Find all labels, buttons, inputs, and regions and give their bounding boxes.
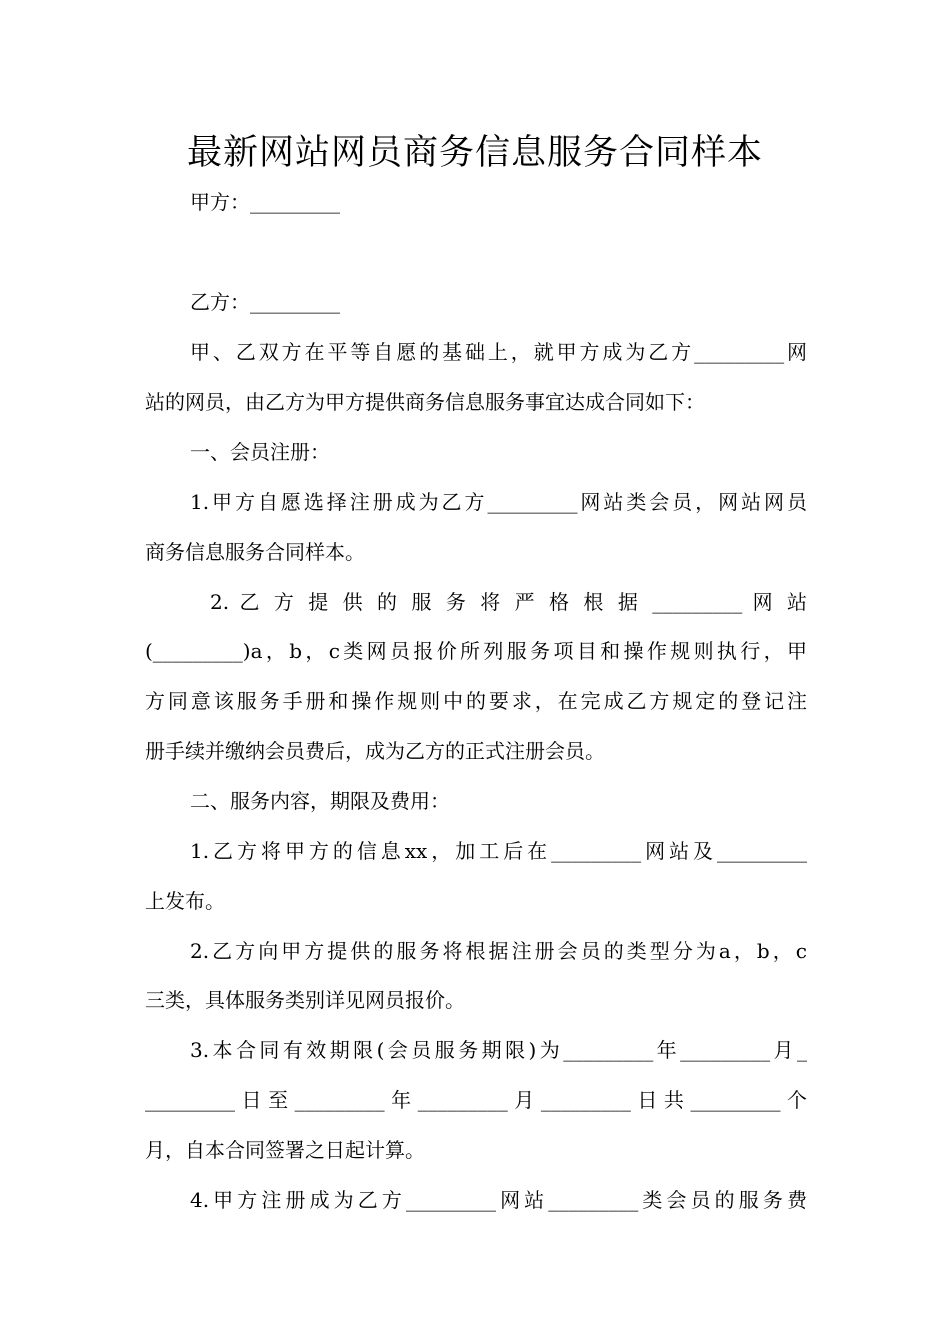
clause-2-2-line-1: 2.乙方向甲方提供的服务将根据注册会员的类型分为a，b，c	[190, 939, 807, 963]
intro-line-1: 甲、乙双方在平等自愿的基础上，就甲方成为乙方_________网	[190, 340, 807, 364]
section-1-heading: 一、会员注册：	[190, 440, 330, 464]
party-b-line: 乙方：_________	[190, 290, 340, 314]
clause-1-1-line-1: 1.甲方自愿选择注册成为乙方_________网站类会员，网站网员	[190, 490, 807, 514]
section-2-heading: 二、服务内容，期限及费用：	[190, 789, 450, 813]
intro-line-2: 站的网员，由乙方为甲方提供商务信息服务事宜达成合同如下：	[145, 390, 705, 414]
clause-2-4-line-1: 4.甲方注册成为乙方_________网站_________类会员的服务费	[190, 1188, 807, 1212]
clause-1-2-line-3: 方同意该服务手册和操作规则中的要求，在完成乙方规定的登记注	[145, 689, 807, 713]
clause-1-1-line-2: 商务信息服务合同样本。	[145, 540, 365, 564]
party-a-line: 甲方：_________	[190, 190, 340, 214]
clause-2-2-line-2: 三类，具体服务类别详见网员报价。	[145, 988, 465, 1012]
document-title: 最新网站网员商务信息服务合同样本	[186, 133, 763, 173]
clause-1-2-line-2: (_________)a，b，c类网员报价所列服务项目和操作规则执行，甲	[145, 639, 807, 663]
clause-2-3-line-3: 月，自本合同签署之日起计算。	[145, 1138, 425, 1162]
clause-1-2-line-1: 2. 乙 方 提 供 的 服 务 将 严 格 根 据 _________ 网 站	[210, 590, 807, 614]
clause-2-3-line-2: _________日至_________年_________月_________日共_________个	[145, 1088, 807, 1112]
clause-1-2-line-4: 册手续并缴纳会员费后，成为乙方的正式注册会员。	[145, 739, 605, 763]
clause-2-3-line-1: 3.本合同有效期限(会员服务期限)为_________年_________月_	[190, 1038, 807, 1062]
clause-2-1-line-1: 1.乙方将甲方的信息xx，加工后在_________网站及_________	[190, 839, 807, 863]
clause-2-1-line-2: 上发布。	[145, 889, 225, 913]
